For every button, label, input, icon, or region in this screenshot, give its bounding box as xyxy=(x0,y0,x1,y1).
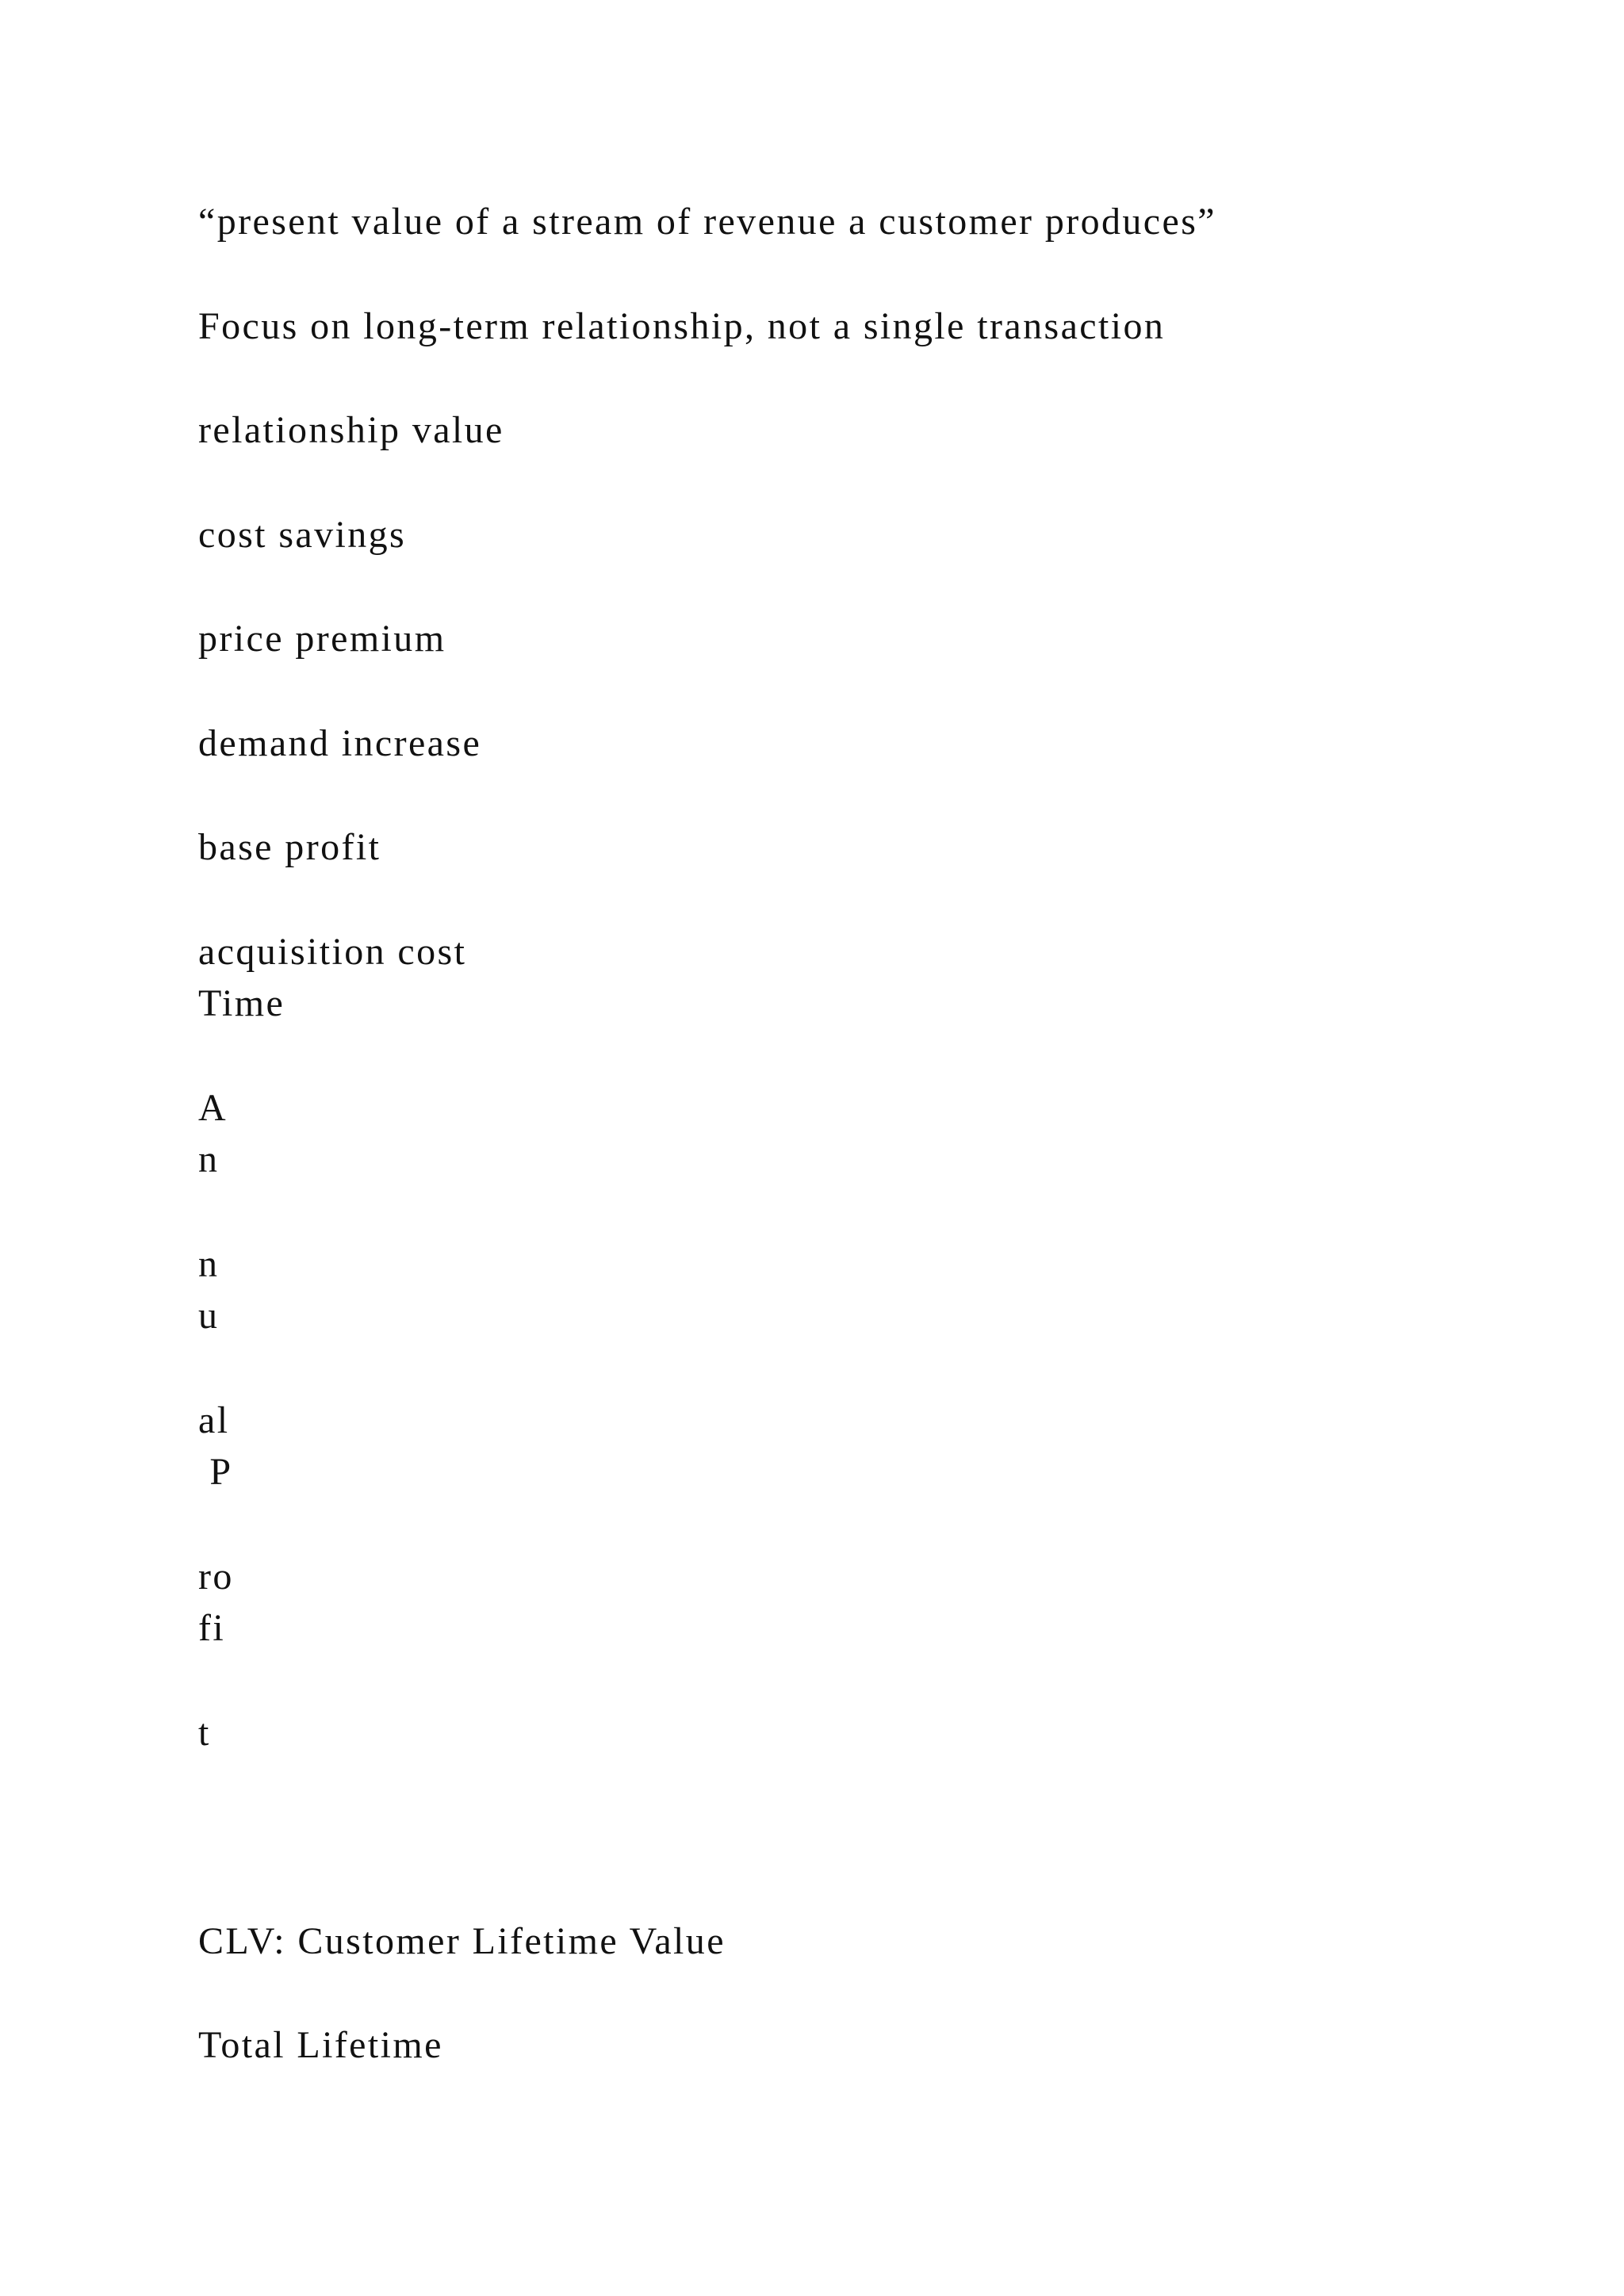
axis-label-fragment: t xyxy=(198,1712,211,1754)
focus-statement: Focus on long-term relationship, not a single transaction xyxy=(198,305,1166,347)
label-cost-savings: cost savings xyxy=(198,514,407,556)
axis-label-fragment: n xyxy=(198,1243,220,1285)
axis-label-fragment: al xyxy=(198,1399,230,1441)
axis-label-fragment: fi xyxy=(198,1607,226,1649)
quote-definition: “present value of a stream of revenue a customer produces” xyxy=(198,201,1217,243)
section-heading-clv: CLV: Customer Lifetime Value xyxy=(198,1920,726,1962)
axis-label-fragment: n xyxy=(198,1138,220,1181)
label-relationship-value: relationship value xyxy=(198,409,504,451)
label-price-premium: price premium xyxy=(198,618,446,660)
label-demand-increase: demand increase xyxy=(198,722,482,764)
label-acquisition-cost: acquisition cost xyxy=(198,931,467,973)
axis-label-fragment: P xyxy=(198,1451,233,1493)
axis-label-fragment: A xyxy=(198,1087,228,1129)
axis-label-fragment: u xyxy=(198,1295,220,1337)
label-total-lifetime: Total Lifetime xyxy=(198,2024,443,2066)
axis-label-time: Time xyxy=(198,982,285,1024)
axis-label-fragment: ro xyxy=(198,1556,234,1598)
label-base-profit: base profit xyxy=(198,826,381,868)
